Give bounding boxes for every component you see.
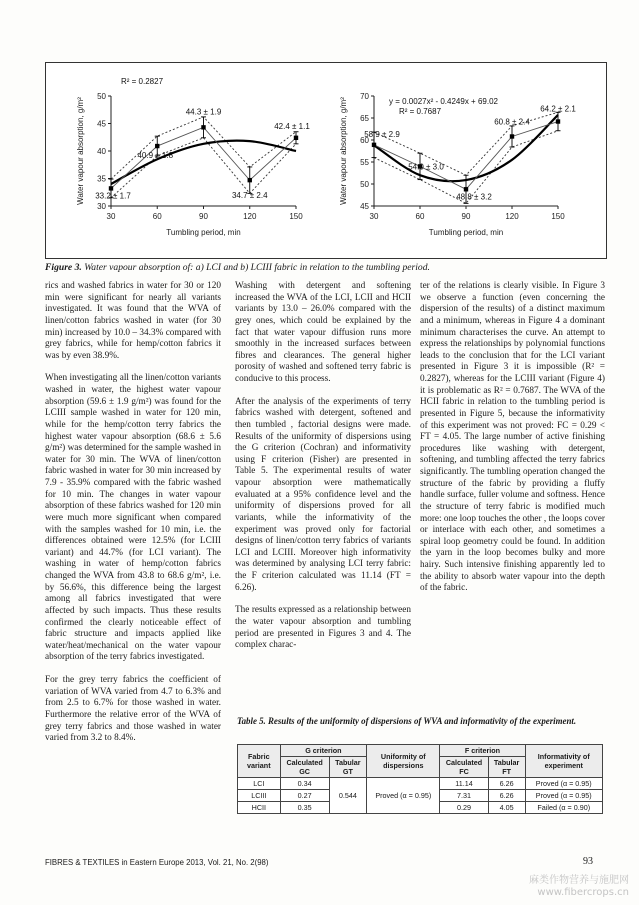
y-tick-label: 40 — [97, 147, 106, 156]
y-tick-label: 45 — [360, 202, 369, 211]
th-informativity: Informativity of experiment — [525, 745, 602, 778]
data-point — [294, 136, 298, 140]
x-tick-label: 60 — [415, 212, 425, 221]
x-tick-label: 60 — [152, 212, 162, 221]
paragraph: For the grey terry fabrics the coefficient of variation of WVA varied from 4.7 to 6.3% and from 2.5 to 6.7% for those washed in water. Furthermore the relative error of the WVA of grey terry fabrics and those washed in water varied from 3.2 to 8.4%. — [45, 675, 221, 744]
data-label: 40.9 ± 1.8 — [137, 151, 174, 161]
paragraph: rics and washed fabrics in water for 30 or 120 min were significant for nearly all variants investigated. It was found that the WVA of linen/cotton fabrics washed in water (for 30 min) increased by 10.0 – 34.3% compared with grey fabrics, while for hemp/cotton fabrics it was by even 38.9%. — [45, 281, 221, 361]
cell-ft: 6.26 — [488, 778, 525, 790]
y-tick-label: 60 — [360, 136, 369, 145]
y-tick-label: 50 — [97, 92, 106, 101]
y-tick-label: 70 — [360, 92, 369, 101]
polynomial-trend-line — [111, 141, 296, 184]
cell-variant: LCIII — [238, 790, 281, 802]
chart-annotation: y = 0.0027x² - 0.4249x + 69.02 — [389, 97, 498, 106]
data-label: 54.0 ± 3.0 — [408, 162, 444, 172]
th-variant: Fabric variant — [238, 745, 281, 778]
figure-3 — [45, 62, 607, 259]
table-5 — [237, 744, 603, 814]
x-tick-label: 30 — [106, 212, 116, 221]
cell-fc: 0.29 — [440, 802, 488, 814]
paragraph: The results expressed as a relationship between the water vapour absorption and tumbling period are presented in Figures 3 and 4. The complex charac- — [235, 605, 411, 651]
x-tick-label: 30 — [369, 212, 379, 221]
x-tick-label: 90 — [199, 212, 208, 221]
th-tab-g: Tabular GT — [329, 757, 367, 778]
cell-gc: 0.34 — [280, 778, 329, 790]
chart-annotation: R² = 0.2827 — [121, 77, 164, 86]
data-label: 42.4 ± 1.1 — [274, 121, 310, 131]
chart-annotation: R² = 0.7687 — [399, 107, 442, 116]
data-point — [556, 119, 560, 123]
page-number: 93 — [583, 856, 593, 867]
table-caption: Table 5. Results of the uniformity of dispersions of WVA and informativity of the experiment. — [237, 716, 577, 726]
y-axis-title: Water vapour absorption, g/m² — [76, 97, 85, 205]
figure-caption-label: Figure 3. — [45, 262, 82, 273]
data-point — [201, 125, 205, 129]
y-tick-label: 45 — [97, 119, 106, 129]
text-column-2 — [235, 281, 411, 663]
watermark — [529, 875, 629, 899]
th-tab-f: Tabular FT — [488, 757, 525, 778]
text-column-3 — [420, 281, 605, 606]
data-label: 33.2 ± 1.7 — [95, 191, 131, 201]
cell-informativity: Proved (α = 0.95) — [525, 778, 602, 790]
text-column-1 — [45, 281, 221, 756]
data-point — [464, 187, 468, 191]
cell-fc: 7.31 — [440, 790, 488, 802]
cell-ft: 6.26 — [488, 790, 525, 802]
data-label: 48.8 ± 3.2 — [456, 192, 492, 202]
figure-caption — [45, 262, 605, 273]
data-point — [155, 144, 159, 148]
watermark-line: 麻类作物营养与施肥网 — [529, 875, 629, 886]
data-label: 44.3 ± 1.9 — [185, 107, 222, 117]
cell-fc: 11.14 — [440, 778, 488, 790]
paragraph: When investigating all the linen/cotton variants washed in water, the highest water vapour absorption (59.6 ± 1.9 g/m²) was found for the LCIII sample washed in water for 120 min, while for the hemp/cotton terry fabrics the highest water vapour absorption (68.6 ± 5.6 g/m²) was determined for the sample washed in water for 30 min. The WVA of linen/cotton fabric washed in water for 30 min increased by 7.9 - 35.9% compared with the fabric washed for 10 min. The changes in water vapour absorption of these fabrics washed for 120 min were much more significant when compared with the samples washed for 10 min, i.e. the differences obtained were 12.5% (for LCIII variant) and 44.7% (for LCI variant). The washing in water of hemp/cotton fabrics changed the WVA from 43.8 to 68.6 g/m², i.e. by 56.6%, this difference being the largest among all fabrics investigated that were affected by such impacts. Thus these results confirmed the clearly noticeable effect of fabric structure and impacts applied like water/heat/mechanical on the water vapour absorption of the terry fabrics investigated. — [45, 373, 221, 663]
th-uniformity: Uniformity of dispersions — [367, 745, 440, 778]
y-tick-label: 30 — [97, 202, 106, 211]
journal-footer: FIBRES & TEXTILES in Eastern Europe 2013, Vol. 21, No. 2(98) — [45, 858, 269, 867]
polynomial-trend-line — [374, 115, 558, 181]
th-g-criterion: G criterion — [280, 745, 367, 757]
y-axis-title: Water vapour absorption, g/m² — [339, 97, 348, 205]
y-tick-label: 35 — [97, 174, 106, 184]
cell-gc: 0.27 — [280, 790, 329, 802]
data-point — [109, 186, 113, 190]
th-calc-g: Calculated GC — [280, 757, 329, 778]
data-point — [248, 178, 252, 182]
cell-variant: HCII — [238, 802, 281, 814]
cell-gc: 0.35 — [280, 802, 329, 814]
cell-informativity: Failed (α = 0.90) — [525, 802, 602, 814]
cell-ft: 4.05 — [488, 802, 525, 814]
data-label: 58.9 ± 2.9 — [364, 129, 400, 139]
paragraph: Washing with detergent and softening increased the WVA of the LCI, LCII and HCII variants by 13.0 – 26.0% compared with the grey ones, which could be explained by the fact that water vapour diffusion runs more smoothly in the increased surfaces between fibres and clearances. The general higher porosity of washed and softened terry fabric is conducive to this process. — [235, 281, 411, 384]
paragraph: ter of the relations is clearly visible. In Figure 3 we observe a function (even concerning the dispersion of the results) of a distinct maximum and a minimum, whereas in Figure 4 a dominant minimum characterises the curve. An attempt to express the relationships by polynomial functions leads to the conclusion that for the LCI variant presented in Figure 3 it is impossible (R² = 0.2827), whereas for the LCIII variant (Figure 4) it is problematic as R² = 0.7687. The WVA of the HCII fabric in relation to the tumbling period is presented in Figure 5, because the informativity of this experiment was not proved: FC = 0.29 < FT = 4.05. The large number of active finishing procedures like washing with detergent, softening, and tumbling affected the terry fabrics significantly. The tumbling operation changed the structure of the fabric by providing a fluffy handle surface, fuller volume and softness. Hence the structure of terry fabric is modified much more: one loop touches the other , the loops cover or interlace with each other, and sometimes a spiral loop geometry could be found. In addition the yarn in the loop becomes bulky and more hairy. Such intensive finishing apparently led to the ability to absorb water vapour into the depth of the fabric. — [420, 281, 605, 594]
cell-variant: LCI — [238, 778, 281, 790]
x-axis-title: Tumbling period, min — [166, 228, 241, 237]
cell-informativity: Proved (α = 0.95) — [525, 790, 602, 802]
cell-uniformity: Proved (α = 0.95) — [367, 778, 440, 814]
paragraph: After the analysis of the experiments of terry fabrics washed with detergent, softened and then tumbled , factorial designs were made. Results of the uniformity of dispersions using the G criterion (Cochran) and informativity using F criterion (Fisher) are presented in Table 5. The experimental results of water vapour absorption were mathematically evaluated at a 95% confidence level and the uniformity of dispersions proved for all variants, while the informativity of the experiment was proved only for factorial designs of linen/cotton terry fabrics of variants LCI and LCIII. Moreover high informativity was determined by analysing LCI terry fabric: the F criterion calculated was 11.14 (FT = 6.26). — [235, 396, 411, 593]
th-calc-f: Calculated FC — [440, 757, 488, 778]
figure-3-charts — [46, 63, 606, 258]
x-tick-label: 120 — [505, 212, 519, 221]
watermark-line: www.fibercrops.cn — [537, 887, 629, 898]
figure-caption-text: Water vapour absorption of: a) LCI and b) LCIII fabric in relation to the tumbling period. — [81, 262, 430, 273]
y-tick-label: 65 — [360, 114, 369, 123]
x-axis-title: Tumbling period, min — [428, 228, 504, 237]
x-tick-label: 90 — [461, 212, 471, 221]
x-tick-label: 150 — [289, 212, 303, 221]
data-point — [372, 143, 376, 147]
x-tick-label: 120 — [243, 212, 257, 221]
data-label: 64.2 ± 2.1 — [540, 104, 576, 114]
th-f-criterion: F criterion — [440, 745, 525, 757]
table-row — [238, 778, 603, 790]
y-tick-label: 55 — [360, 158, 369, 167]
cell-gt: 0.544 — [329, 778, 367, 814]
data-label: 60.8 ± 2.4 — [494, 117, 530, 127]
data-point — [510, 134, 514, 138]
x-tick-label: 150 — [551, 212, 565, 221]
data-label: 34.7 ± 2.4 — [231, 191, 268, 201]
y-tick-label: 50 — [360, 180, 369, 189]
